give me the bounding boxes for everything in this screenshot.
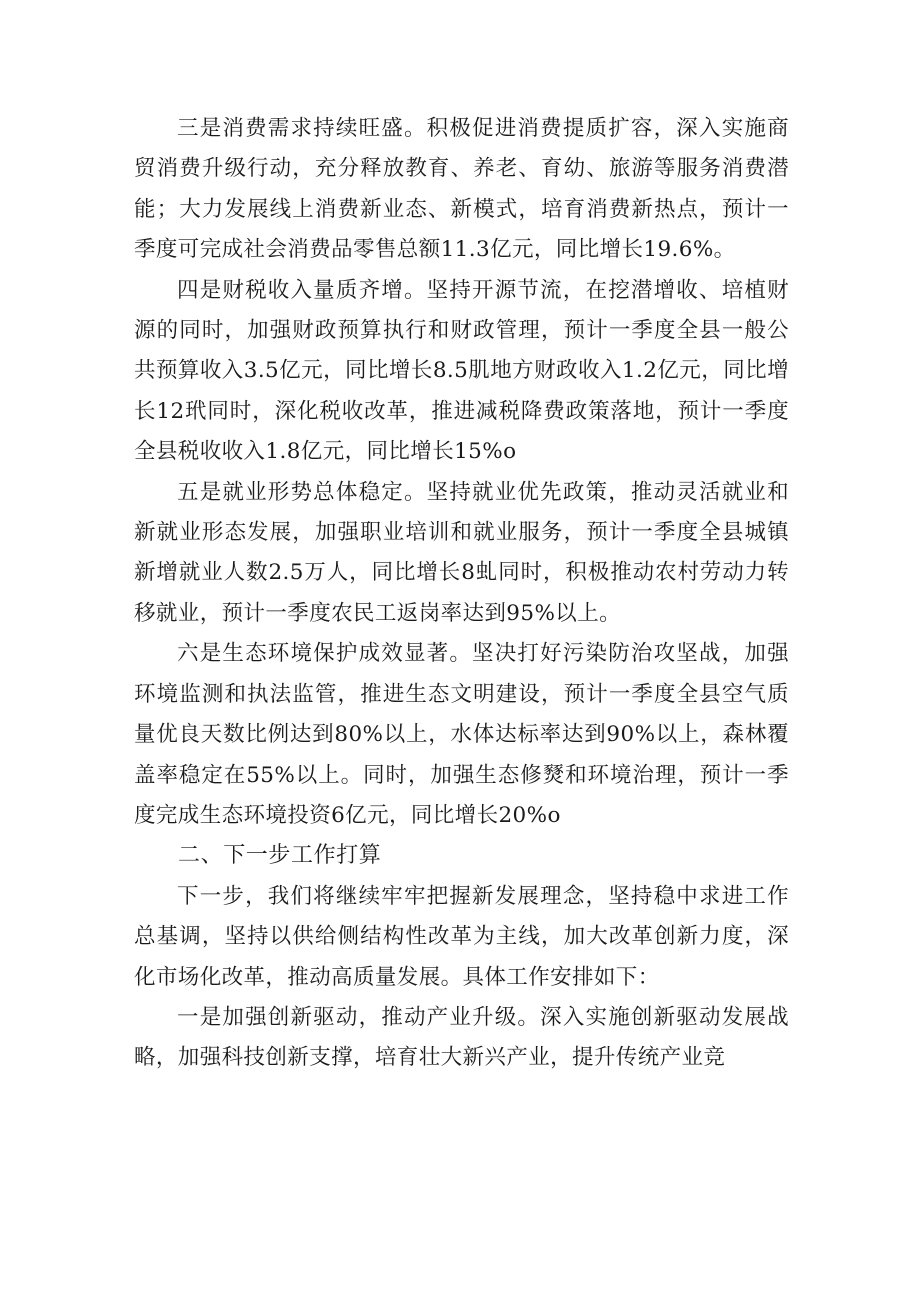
paragraph-fiscal-revenue: 四是财税收入量质齐增。坚持开源节流，在挖潜增收、培植财源的同时，加强财政预算执行和财政管理，预计一季度全县一般公共预算收入3.5亿元，同比增长8.5肌地方财政收入1.2亿元，同比增长12玳同时，深化税收改革，推进减税降费政策落地，预计一季度全县税收收入1.8亿元，同比增长15%o (134, 277, 789, 465)
section-heading: 二、下一步工作打算 (178, 843, 382, 869)
paragraph-employment: 五是就业形势总体稳定。坚持就业优先政策，推动灵活就业和新就业形态发展，加强职业培训和就业服务，预计一季度全县城镇新增就业人数2.5万人，同比增长8虬同时，积极推动农村劳动力转移就业，预计一季度农民工返岗率达到95%以上。 (134, 479, 789, 626)
document-body (134, 109, 789, 1079)
paragraph-innovation: 一是加强创新驱动，推动产业升级。深入实施创新驱动发展战略，加强科技创新支撑，培育壮大新兴产业，提升传统产业竞 (134, 1004, 789, 1071)
paragraph-next-steps: 下一步，我们将继续牢牢把握新发展理念，坚持稳中求进工作总基调，坚持以供给侧结构性改革为主线，加大改革创新力度，深化市场化改革，推动高质量发展。具体工作安排如下： (134, 883, 789, 990)
paragraph-consumption: 三是消费需求持续旺盛。积极促进消费提质扩容，深入实施商贸消费升级行动，充分释放教育、养老、育幼、旅游等服务消费潜能；大力发展线上消费新业态、新模式，培育消费新热点，预计一季度可完成社会消费品零售总额11.3亿元，同比增长19.6%。 (134, 116, 789, 263)
paragraph-ecology: 六是生态环境保护成效显著。坚决打好污染防治攻坚战，加强环境监测和执法监管，推进生态文明建设，预计一季度全县空气质量优良天数比例达到80%以上，水体达标率达到90%以上，森林覆盖率稳定在55%以上。同时，加强生态修燹和环境治理，预计一季度完成生态环境投资6亿元，同比增长20%o (134, 641, 789, 828)
